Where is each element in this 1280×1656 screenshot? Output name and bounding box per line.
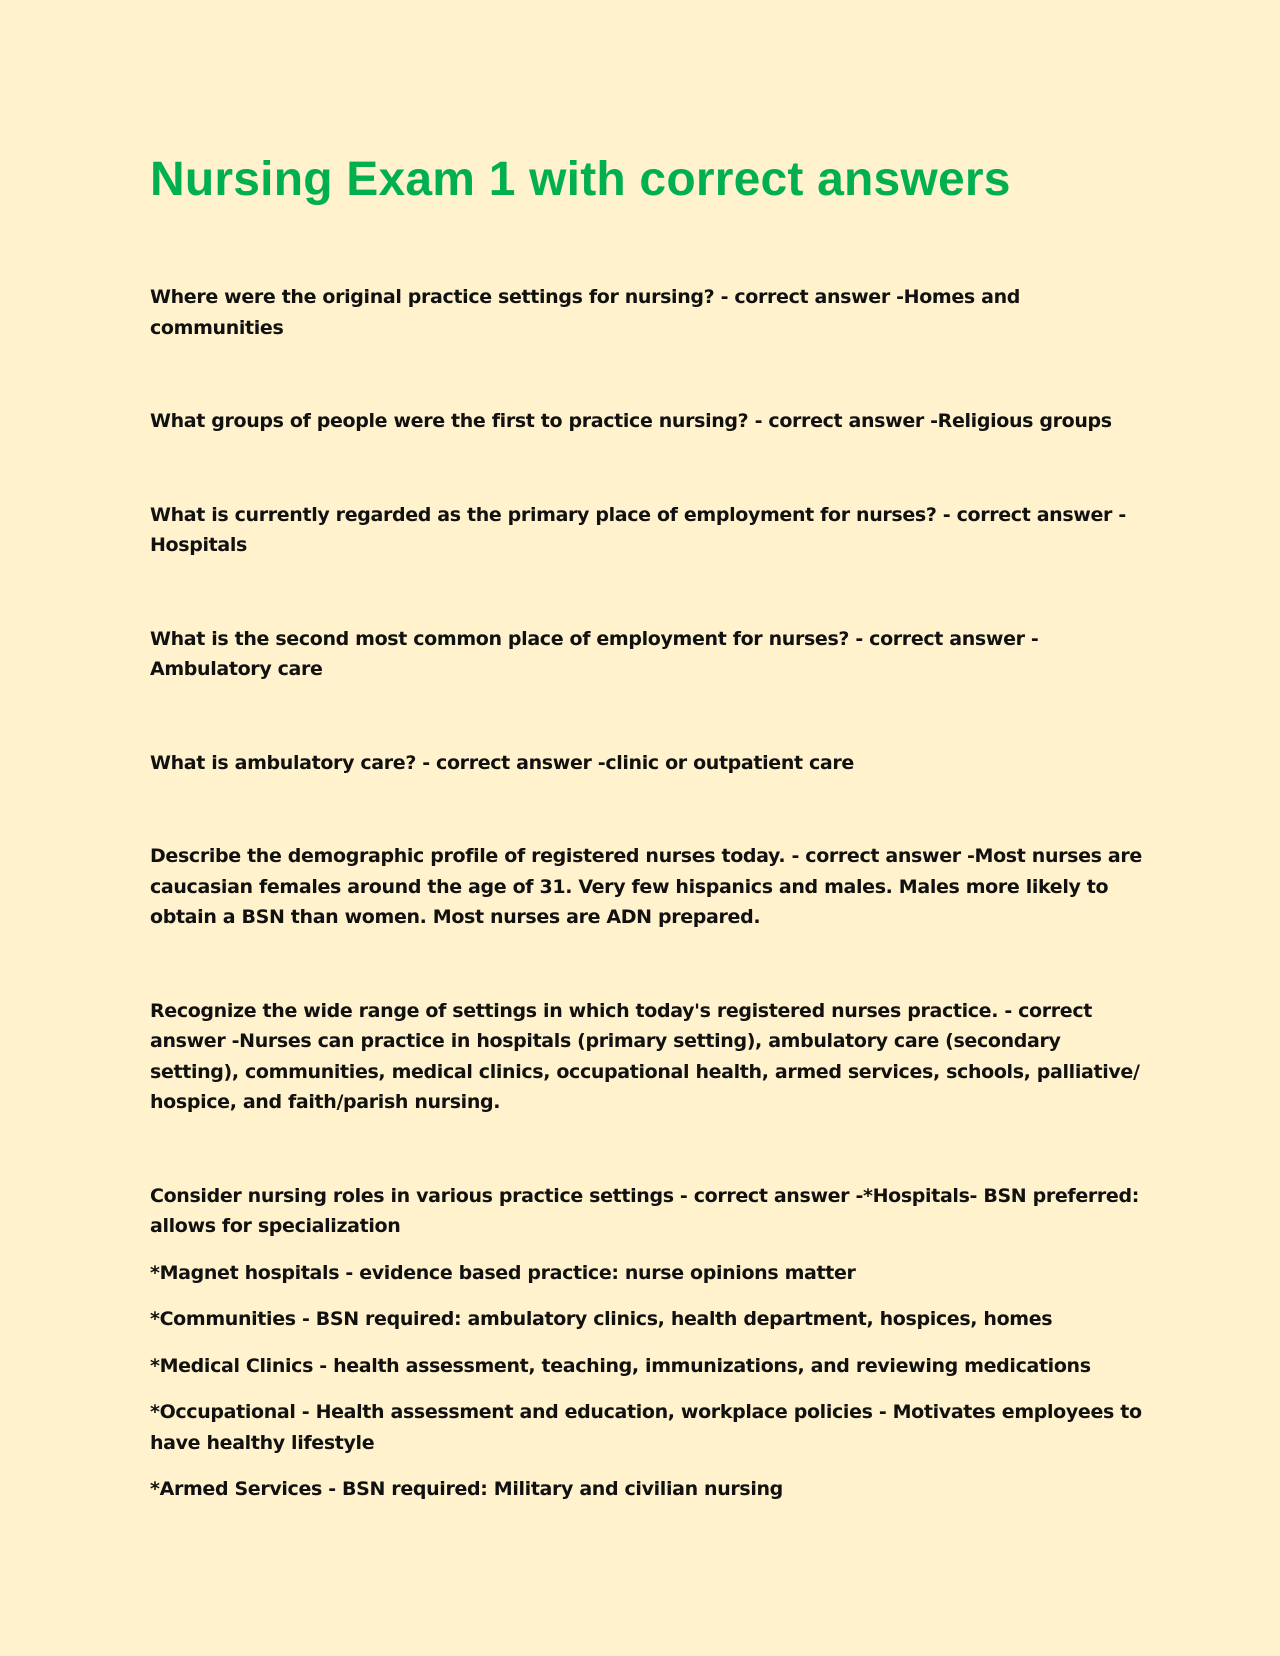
qa-item: What is ambulatory care? - correct answer -clinic or outpatient care — [150, 751, 854, 774]
roles-item: *Armed Services - BSN required: Military and civilian nursing — [150, 1478, 783, 1500]
roles-item: *Medical Clinics - health assessment, teaching, immunizations, and reviewing medications — [150, 1354, 1091, 1377]
roles-item: *Communities - BSN required: ambulatory clinics, health department, hospices, homes — [150, 1308, 1053, 1330]
qa-item: Recognize the wide range of settings in which today's registered nurses practice. - correct answer -Nurses can practice in hospitals (primary setting), ambulatory care (secondary setting), communities, medical clinics, occupational health, armed services, schools, palliative/ hospice, and faith/parish nursing. — [150, 999, 1140, 1113]
qa-item: What is the second most common place of employment for nurses? - correct answer -Ambulatory care — [150, 627, 1039, 680]
nursing-roles-block — [150, 1181, 1146, 1505]
qa-item: What is currently regarded as the primary place of employment for nurses? - correct answer -Hospitals — [150, 503, 1126, 556]
roles-item: *Occupational - Health assessment and education, workplace policies - Motivates employees to have healthy lifestyle — [150, 1401, 1142, 1454]
qa-item: Describe the demographic profile of registered nurses today. - correct answer -Most nurses are caucasian females around the age of 31. Very few hispanics and males. Males more likely to obtain a BSN than women. Most nurses are ADN prepared. — [150, 845, 1142, 928]
qa-item: Where were the original practice settings for nursing? - correct answer -Homes and communities — [150, 286, 1021, 339]
roles-lead: Consider nursing roles in various practice settings - correct answer -*Hospitals- BSN preferred: allows for specialization — [150, 1184, 1139, 1237]
qa-item: What groups of people were the first to practice nursing? - correct answer -Religious groups — [150, 410, 1112, 432]
page-title: Nursing Exam 1 with correct answers — [150, 153, 1011, 206]
roles-item: *Magnet hospitals - evidence based practice: nurse opinions matter — [150, 1261, 856, 1284]
qa-list — [150, 282, 1146, 1118]
